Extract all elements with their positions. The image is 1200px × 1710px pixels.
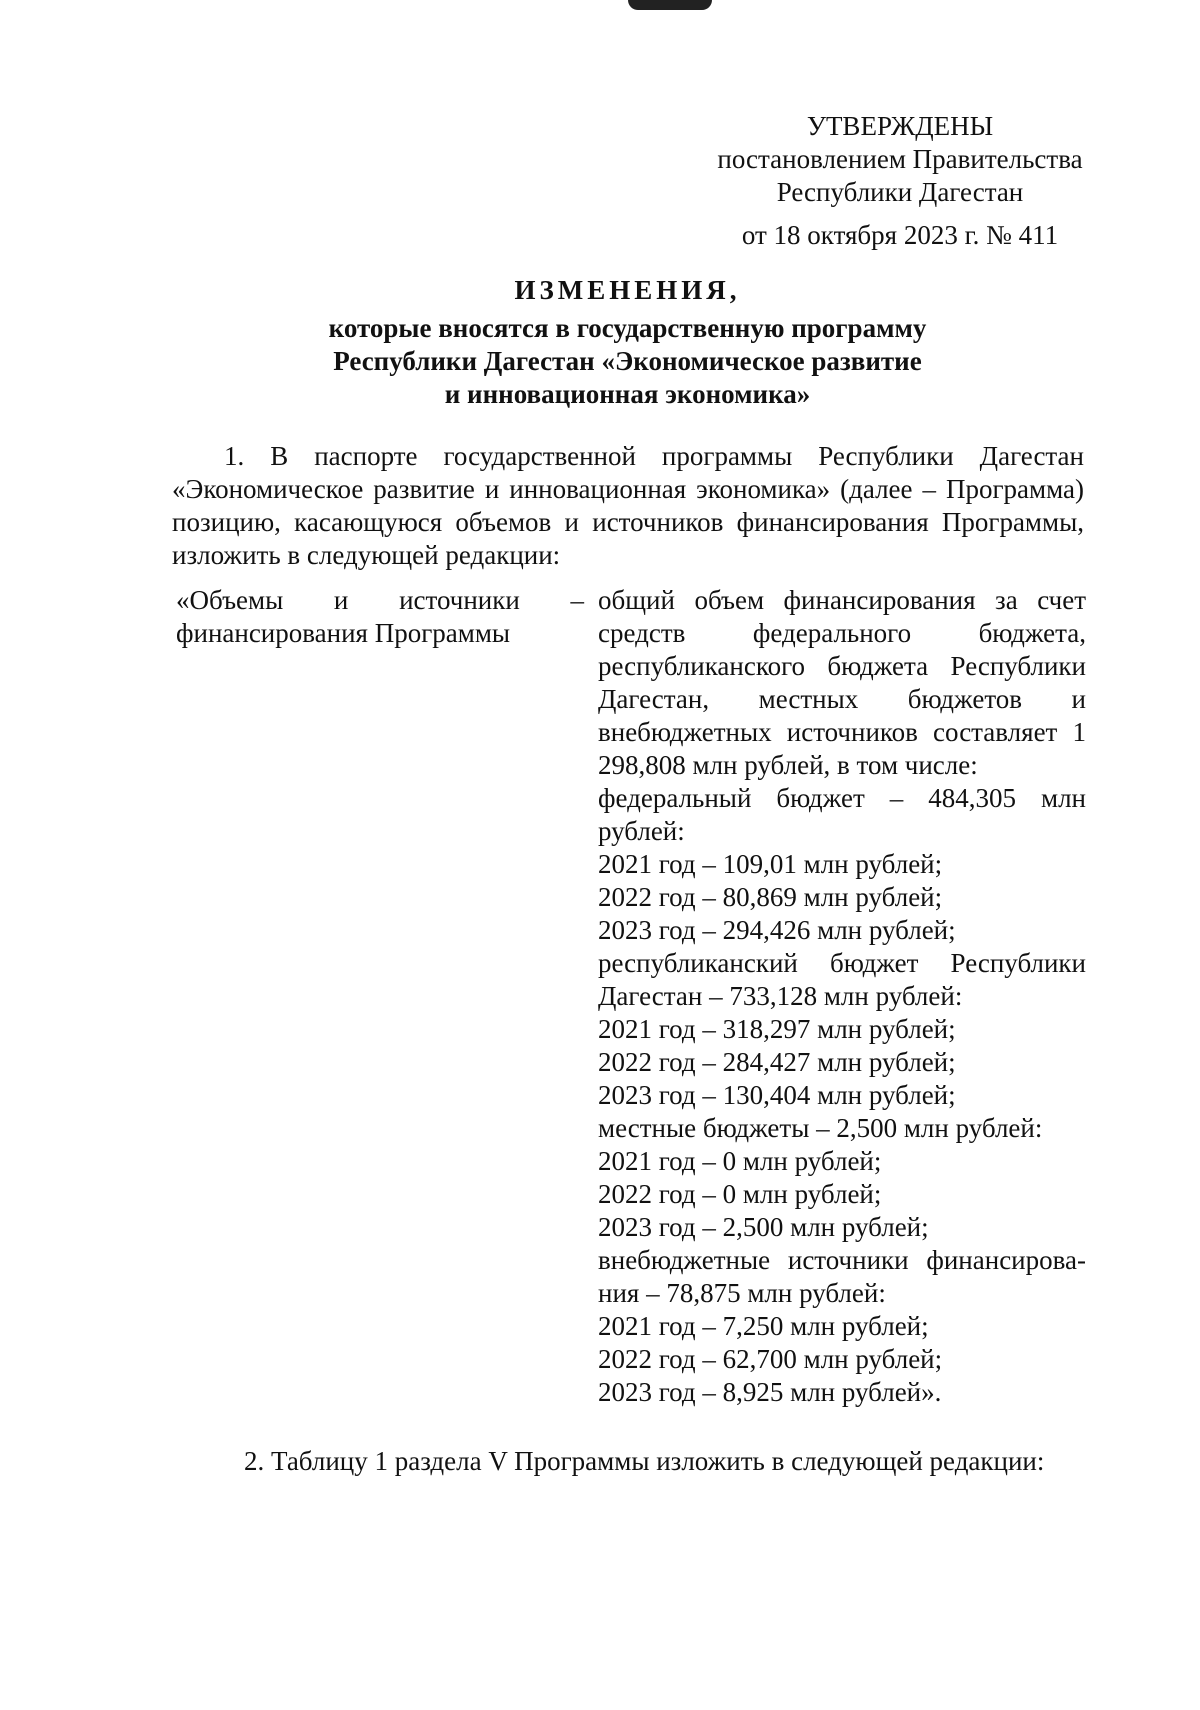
passport-label-line-2: финансирования Программы (176, 618, 511, 648)
local-budget-total: местные бюджеты – 2,500 млн рублей: (598, 1113, 1043, 1143)
approval-stamp (690, 110, 1110, 252)
approval-line-2: постановлением Правительства (717, 144, 1083, 174)
republic-2021: 2021 год – 318,297 млн рублей; (598, 1014, 956, 1044)
passport-label-line-1: «Объемы и источники – (176, 585, 584, 615)
extra-2021: 2021 год – 7,250 млн рублей; (598, 1311, 929, 1341)
extra-budget-total: внебюджетные источники финансирова- ния – 78,875 млн рублей: (598, 1245, 1086, 1308)
republic-2023: 2023 год – 130,404 млн рублей; (598, 1080, 956, 1110)
funding-intro: общий объем финансирования за счет средств федерального бюджета, республиканского бюджета Республики Дагестан, местных бюджетов и внебюджетных источников составляет 1 298,808 млн рублей, в том числе: (598, 585, 1086, 780)
passport-label (176, 584, 584, 650)
approval-line-3: Республики Дагестан (776, 177, 1024, 207)
local-2021: 2021 год – 0 млн рублей; (598, 1146, 882, 1176)
republic-2022: 2022 год – 284,427 млн рублей; (598, 1047, 956, 1077)
document-subtitle (160, 312, 1095, 411)
subtitle-line-3: и инновационная экономика» (444, 379, 811, 409)
extra-2023: 2023 год – 8,925 млн рублей». (598, 1377, 942, 1407)
republic-budget-total: республиканский бюджет Республики Дагестан – 733,128 млн рублей: (598, 948, 1086, 1011)
local-2023: 2023 год – 2,500 млн рублей; (598, 1212, 929, 1242)
federal-budget-total: федеральный бюджет – 484,305 млн рублей: (598, 783, 1086, 846)
local-2022: 2022 год – 0 млн рублей; (598, 1179, 882, 1209)
federal-2021: 2021 год – 109,01 млн рублей; (598, 849, 943, 879)
paragraph-1: 1. В паспорте государственной программы Республики Дагестан «Экономическое развитие и инновационная экономика» (далее – Программа) позицию, касающуюся объемов и источников финансирования Программы, изложить в следующей редакции: (172, 441, 1084, 570)
passport-value (598, 584, 1086, 1409)
document-title: ИЗМЕНЕНИЯ, (514, 275, 741, 305)
scan-artifact (628, 0, 712, 10)
subtitle-line-2: Республики Дагестан «Экономическое развитие (333, 346, 922, 376)
extra-2022: 2022 год – 62,700 млн рублей; (598, 1344, 943, 1374)
paragraph-2: 2. Таблицу 1 раздела V Программы изложить в следующей редакции: (244, 1446, 1045, 1476)
federal-2023: 2023 год – 294,426 млн рублей; (598, 915, 956, 945)
federal-2022: 2022 год – 80,869 млн рублей; (598, 882, 943, 912)
subtitle-line-1: которые вносятся в государственную программу (328, 313, 927, 343)
approval-line-1: УТВЕРЖДЕНЫ (806, 111, 994, 141)
approval-date: от 18 октября 2023 г. № 411 (741, 220, 1059, 250)
